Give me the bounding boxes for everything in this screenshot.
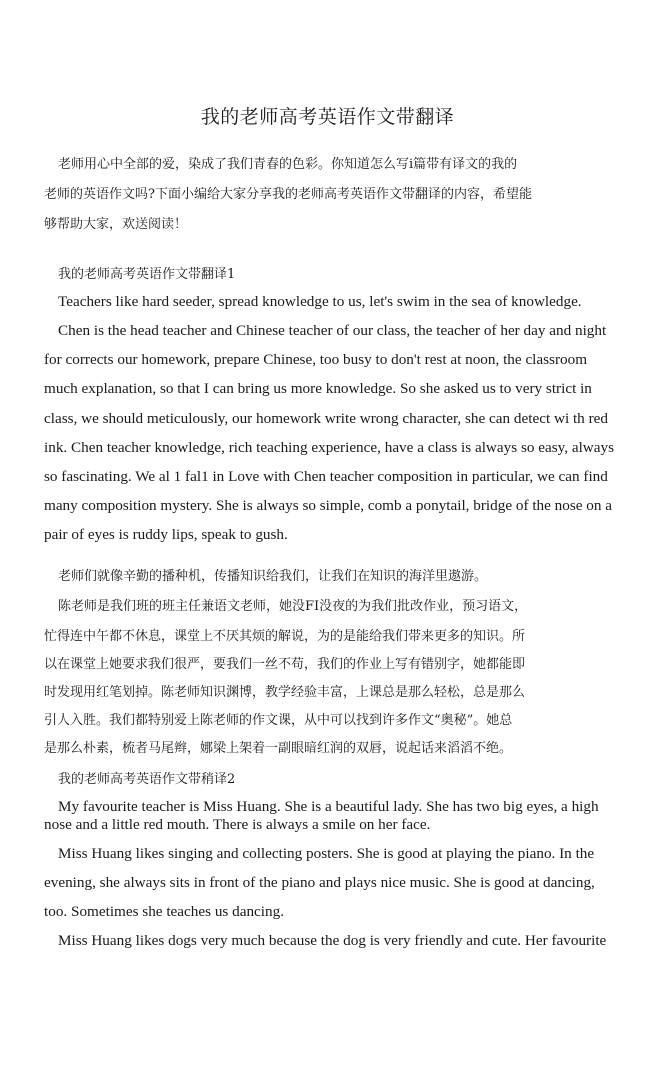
- english-line: Teachers like hard seeder, spread knowledge to us, let's swim in the sea of knowledge.: [58, 293, 582, 310]
- english-line: nose and a little red mouth. There is always a smile on her face.: [44, 816, 431, 833]
- intro-line: 够帮助大家，欢送阅读！: [44, 217, 188, 232]
- english-line: evening, she always sits in front of the piano and plays nice music. She is good at dancing,: [44, 874, 595, 891]
- english-line: for corrects our homework, prepare Chinese, too busy to don't rest at noon, the classroom: [44, 351, 588, 368]
- english-line: Miss Huang likes dogs very much because the dog is very friendly and cute. Her favourite: [58, 932, 607, 949]
- english-line: ink. Chen teacher knowledge, rich teaching experience, have a class is always so easy, always: [44, 439, 615, 456]
- section-heading: 我的老师高考英语作文带稍译2: [58, 772, 236, 787]
- chinese-line: 引人入胜。我们都特别爱上陈老师的作文课，从中可以找到许多作文“奥秘”。她总: [44, 713, 513, 728]
- english-line: so fascinating. We al 1 fal1 in Love with Chen teacher composition in particular, we can find: [44, 468, 608, 485]
- intro-line: 老师的英语作文吗?下面小编给大家分享我的老师高考英语作文带翻译的内容，希望能: [44, 187, 532, 202]
- english-line: pair of eyes is ruddy lips, speak to gush.: [44, 526, 288, 543]
- chinese-line: 时发现用红笔划掉。陈老师知识渊博，教学经验丰富，上课总是那么轻松，总是那么: [44, 685, 526, 700]
- chinese-line: 以在课堂上她要求我们很严，要我们一丝不苟，我们的作业上写有错别字，她都能即: [44, 657, 526, 672]
- english-line: Chen is the head teacher and Chinese teacher of our class, the teacher of her day and night: [58, 322, 607, 339]
- english-line: My favourite teacher is Miss Huang. She is a beautiful lady. She has two big eyes, a high: [58, 798, 599, 815]
- chinese-line: 陈老师是我们班的班主任兼语文老师，她没FI没夜的为我们批改作业，预习语文，: [58, 599, 528, 614]
- english-line: Miss Huang likes singing and collecting posters. She is good at playing the piano. In the: [58, 845, 595, 862]
- english-line: too. Sometimes she teaches us dancing.: [44, 903, 284, 920]
- chinese-line: 忙得连中午都不休息，课堂上不厌其烦的解说，为的是能给我们带来更多的知识。所: [44, 629, 526, 644]
- english-line: class, we should meticulously, our homework write wrong character, she can detect wi th red: [44, 410, 608, 427]
- chinese-line: 老师们就像辛勤的播种机，传播知识给我们，让我们在知识的海洋里遨游。: [58, 569, 488, 584]
- intro-line: 老师用心中全部的爱，染成了我们青春的色彩。你知道怎么写i篇带有译文的我的: [58, 157, 518, 172]
- english-line: much explanation, so that I can bring us more knowledge. So she asked us to very strict in: [44, 380, 592, 397]
- page-title: 我的老师高考英语作文带翻译: [200, 106, 455, 128]
- english-line: many composition mystery. She is always so simple, comb a ponytail, bridge of the nose on a: [44, 497, 613, 514]
- chinese-line: 是那么朴素，梳者马尾辫，娜梁上架着一副眼暗红润的双唇，说起话来滔滔不绝。: [44, 741, 513, 756]
- section-heading: 我的老师高考英语作文带翻译1: [58, 267, 236, 282]
